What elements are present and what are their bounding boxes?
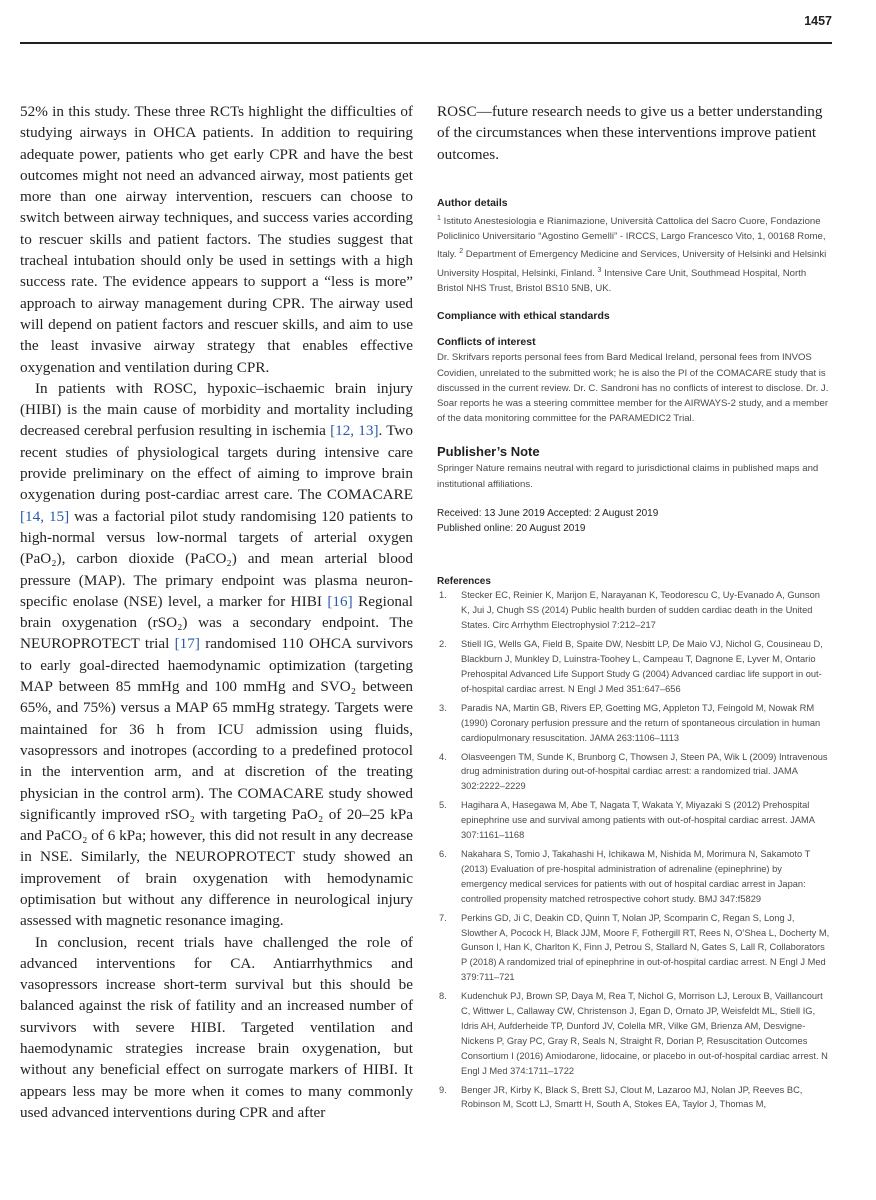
reference-item: [437, 637, 830, 697]
reference-number: 3.: [439, 702, 447, 713]
page-number: 1457: [804, 14, 832, 28]
reference-text: Kudenchuk PJ, Brown SP, Daya M, Rea T, Nichol G, Morrison LJ, Leroux B, Vaillancourt C, Wittwer L, Callaway CW, Christenson J, Egan D, Ornato JP, Weisfeldt ML, Stiell IG, Idris AH, Aufderheide TP, Dunford JV, Colella MR, Vilke GM, Brienza AM, Desvigne-Nickens P, Gray PC, Gray R, Seals N, Straight R, Dorian P, Resuscitation Outcomes Consortium I (2016) Amiodarone, lidocaine, or placebo in out-of-hospital cardiac arrest. N Engl J Med 374:1711–1722: [461, 991, 828, 1076]
left-column: [20, 101, 413, 1123]
body-text: Regional brain oxygenation (rSO₂) was a secondary endpoint. The NEUROPROTECT trial: [20, 592, 413, 653]
reference-item: [437, 588, 830, 633]
reference-item: [437, 701, 830, 746]
citation-link[interactable]: [12, 13]: [330, 422, 379, 440]
affiliation-2: Department of Emergency Medicine and Services, University of Helsinki and Helsinki University Hospital, Helsinki, Finland.: [437, 249, 827, 280]
received-accepted: Received: 13 June 2019 Accepted: 2 August 2019: [437, 507, 659, 519]
reference-text: Olasveengen TM, Sunde K, Brunborg C, Thowsen J, Steen PA, Wik L (2009) Intravenous drug administration during out-of-hospital cardiac arrest: a randomized trial. JAMA 302:2222–2229: [461, 751, 828, 792]
affiliation-3: Intensive Care Unit, Southmead Hospital, North Bristol NHS Trust, Bristol BS10 5NB, UK.: [437, 268, 807, 295]
reference-text: Perkins GD, Ji C, Deakin CD, Quinn T, Nolan JP, Scomparin C, Regan S, Long J, Slowther A, Pocock H, Black JJM, Moore F, Fothergill RT, Rees N, O’Shea L, Docherty M, Gunson I, Han K, Charlton K, Finn J, Petrou S, Stallard N, Gates S, Lall R, Collaborators P (2018) A randomized trial of epinephrine in out-of-hospital cardiac arrest. N Engl J Med 379:711–721: [461, 912, 830, 983]
reference-text: Stecker EC, Reinier K, Marijon E, Narayanan K, Teodorescu C, Uy-Evanado A, Gunson K, Jui J, Chugh SS (2014) Public health burden of sudden cardiac death in the United States. Circ Arrhythm Electrophysiol 7:212–217: [461, 590, 820, 631]
body-text: In patients with ROSC, hypoxic–ischaemic brain injury (HIBI) is the main cause of morbidity and mortality including decreased cerebral perfusion resulting in ischemia: [20, 379, 413, 440]
reference-item: [437, 989, 830, 1078]
body-paragraph: [20, 378, 413, 932]
compliance-section: [437, 310, 830, 322]
publishers-note-text: Springer Nature remains neutral with regard to jurisdictional claims in published maps and institutional affiliations.: [437, 463, 819, 490]
affiliations: $^1$ Istituto Anestesiologia e Rianimazione, Università Cattolica del Sacro Cuore, Fondazione Policlinico Universitario “Agostino Gemelli” - IRCCS, Largo Francesco Vito, 1, 00168 Rome, Italy. $^2$ Department of Emergency Medicine and Services, University of Helsinki and Helsinki University Hospital, Helsinki, Finland. $^3$ Intensive Care Unit, Southmead Hospital, North Bristol NHS Trust, Bristol BS10 5NB, UK.: [437, 214, 827, 295]
reference-text: Stiell IG, Wells GA, Field B, Spaite DW, Nesbitt LP, De Maio VJ, Nichol G, Cousineau D, Blackburn J, Munkley D, Luinstra-Toohey L, Campeau T, Dagnone E, Lyver M, Ontario Prehospital Advanced Life Support Study G (2004) Advanced cardiac life support in out-of-hospital cardiac arrest. N Engl J Med 351:647–656: [461, 639, 823, 694]
body-text: was a factorial pilot study randomising 120 patients to high-normal versus low-normal targets of arterial oxygen (PaO₂), carbon dioxide (PaCO₂) and mean arterial blood pressure (MAP). The primary endpoint was plasma neuron-specific enolase (NSE) level, a marker for HIBI: [20, 507, 413, 610]
body-paragraph: ROSC—future research needs to give us a better understanding of the circumstances when these interventions improve patient outcomes.: [437, 103, 823, 163]
reference-text: Paradis NA, Martin GB, Rivers EP, Goetting MG, Appleton TJ, Feingold M, Nowak RM (1990) Coronary perfusion pressure and the return of spontaneous circulation in human cardiopulmonary resuscitation. JAMA 263:1106–1113: [461, 702, 821, 743]
conflicts-section: [437, 336, 830, 426]
affiliation-1: Istituto Anestesiologia e Rianimazione, Università Cattolica del Sacro Cuore, Fondazione Policlinico Universitario “Agostino Gemelli” - IRCCS, Largo Francesco Vito, 1, 00168 Rome, Italy.: [437, 216, 826, 261]
reference-number: 8.: [439, 991, 447, 1002]
reference-item: [437, 911, 830, 986]
right-column: [437, 101, 830, 1116]
reference-item: [437, 847, 830, 907]
citation-link[interactable]: [14, 15]: [20, 507, 70, 525]
section-heading: Author details: [437, 196, 508, 209]
reference-number: 4.: [439, 751, 447, 762]
publication-dates: [437, 506, 830, 537]
body-text: randomised 110 OHCA survivors to early goal-directed haemodynamic optimization (targeting MAP between 85 mmHg and 100 mmHg and SVO₂ between 65%, and 75%) versus a MAP 65 mmHg strategy. Targets were maintained for 36 h from ICU admission using fluids, vasopressors and inotropes (according to a predefined protocol in the intervention arm, and at discretion of the treating physician in the control arm). The COMACARE study showed significantly improved rSO₂ with targeting PaO₂ of 20–25 kPa and PaCO₂ of 6 kPa; however, this did not result in any decrease in NSE. Similarly, the NEUROPROTECT study showed an improvement of brain oxygenation with hemodynamic optimisation but without any difference in neurological injury assessed with magnetic resonance imaging.: [20, 635, 413, 930]
section-heading: Compliance with ethical standards: [437, 310, 610, 323]
conflicts-text: Dr. Skrifvars reports personal fees from Bard Medical Ireland, personal fees from INVOS Covidien, unrelated to the submitted work; he is also the PI of the COMACARE study that is discussed in the current review. Dr. C. Sandroni has no conflicts of interest to disclose. Dr. J. Soar reports he was a steering committee member for the AIRWAYS-2 study, and a member of the data monitoring committee for the PARAMEDIC2 Trial.: [437, 352, 829, 425]
reference-item: [437, 1083, 830, 1113]
body-paragraph: In conclusion, recent trials have challenged the role of advanced interventions for CA. Antiarrhythmics and vasopressors increase short-term survival but this should be balanced against the risk of fatility and an increased number of survivors with severe HIBI. Targeted ventilation and haemodynamic strategies increase brain oxygenation, but without any beneficial effect on surrogate markers of HIBI. It appears less may be more when it comes to many commonly used advanced interventions during CPR and after: [20, 933, 413, 1121]
reference-number: 5.: [439, 800, 447, 811]
reference-number: 6.: [439, 848, 447, 859]
publishers-note-heading: Publisher’s Note: [437, 444, 540, 460]
body-paragraph: 52% in this study. These three RCTs highlight the difficulties of studying airways in OHCA patients. In addition to requiring adequate power, patients who get early CPR and have the best outcomes might not need an advanced airway, most patients get more than one airway intervention, rescuers can choose to switch between airway techniques, and success varies according to rescuer skills and patient factors. The studies suggest that tracheal intubation should only be used in settings with a high success rate. The evidence appears to support a “less is more” approach to airway management during CPR. The airway used will depend on patient factors and rescuer skills, and aim to use the least invasive airway strategy that enables effective oxygenation and ventilation during CPR.: [20, 103, 413, 376]
reference-number: 2.: [439, 639, 447, 650]
reference-number: 9.: [439, 1084, 447, 1095]
reference-number: 1.: [439, 590, 447, 601]
citation-link[interactable]: [17]: [174, 635, 200, 653]
section-heading: Conflicts of interest: [437, 336, 536, 349]
reference-item: [437, 798, 830, 843]
reference-text: Benger JR, Kirby K, Black S, Brett SJ, Clout M, Lazaroo MJ, Nolan JP, Reeves BC, Robinson M, Scott LJ, Smartt H, South A, Stokes EA, Taylor J, Thomas M,: [461, 1084, 803, 1110]
references-list: [437, 588, 830, 1112]
header-rule: [20, 42, 832, 44]
reference-text: Nakahara S, Tomio J, Takahashi H, Ichikawa M, Nishida M, Morimura N, Sakamoto T (2013) Evaluation of pre-hospital administration of adrenaline (epinephrine) by emergency medical services for patients with out of hospital cardiac arrest in Japan: controlled propensity matched retrospective cohort study. BMJ 347:f5829: [461, 848, 811, 904]
author-details: [437, 197, 830, 297]
reference-number: 7.: [439, 912, 447, 923]
reference-item: [437, 750, 830, 795]
references-heading: References: [437, 576, 491, 588]
body-text: . Two recent studies of physiological targets during intensive care provide preliminary on the effect of aiming to improve brain oxygenation during post-cardiac arrest care. The COMACARE: [20, 422, 413, 504]
published-online: Published online: 20 August 2019: [437, 523, 586, 535]
reference-text: Hagihara A, Hasegawa M, Abe T, Nagata T, Wakata Y, Miyazaki S (2012) Prehospital epinephrine use and survival among patients with out-of-hospital cardiac arrest. JAMA 307:1161–1168: [461, 800, 815, 841]
citation-link[interactable]: [16]: [327, 592, 353, 610]
